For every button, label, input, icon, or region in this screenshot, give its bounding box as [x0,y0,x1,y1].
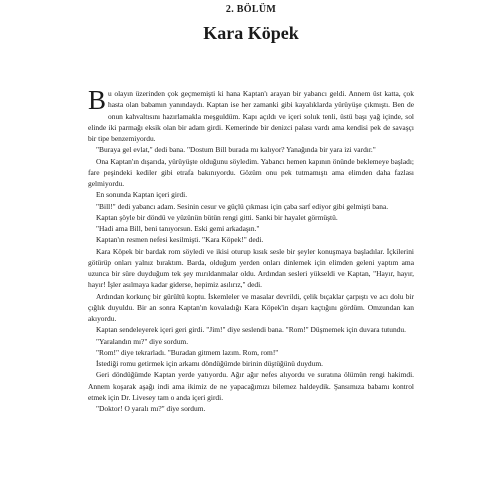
paragraph-16: "Doktor! O yaralı mı?" diye sordum. [96,404,206,413]
drop-cap: B [88,85,107,115]
paragraph-1-text: u olayın üzerinden çok geçmemişti ki hana Kaptan'ı arayan bir yabancı geldi. Annem üst katta, çok hasta olan babamın yanındaydı. Kaptan ise her zamanki gibi kayalıklarda yürüyüşe çıkmıştı. Ben de onun kahvaltısını hazırlamakla meşguldüm. Kapı açıldı ve içeri soluk tenli, üstü başı yağ içinde, sol elinde iki parmağı eksik olan bir adam girdi. Kemerinde bir denizci palası vardı ama kendisi pek de savaşçı bir tipe benzemiyordu. [88,89,414,143]
paragraph-4: En sonunda Kaptan içeri girdi. [96,190,188,200]
paragraph-8: Kaptan'ın resmen nefesi kesilmişti. "Kara Köpek!" dedi. [96,235,264,245]
paragraph-12: "Yaralandın mı?" diye sordum. [96,336,189,346]
paragraph-15: Geri döndüğümde Kaptan yerde yatıyordu. Ağır ağır nefes alıyordu ve suratına ölümün rengi hakimdi. Annem koşarak aşağı indi ama ikimiz de ne yapacağımızı bilemez haldeydik. Şansımıza babamı kontrol etmek için Dr. Livesey tam o anda içeri girdi. [88,370,414,402]
paragraph-7: "Hadi ama Bill, beni tanıyorsun. Eski gemi arkadaşın." [96,224,260,233]
paragraph-10: Ardından korkunç bir gürültü koptu. İskemleler ve masalar devrildi, çelik bıçaklar çarpıştı ve acı dolu bir çığlık duyuldu. Bir an sonra Kaptan'ın kovaladığı Kara Köpek'in dışarı kaçtığını gördüm. Omzundan kan akıyordu. [88,291,414,323]
paragraph-2: "Buraya gel evlat," dedi bana. "Dostum Bill burada mı kalıyor? Yanağında bir yara izi vardır." [96,145,376,155]
paragraph-6: Kaptan şöyle bir döndü ve yüzünün bütün rengi gitti. Sanki bir hayalet görmüştü. [96,212,338,222]
paragraph-5: "Bill!" dedi yabancı adam. Sesinin cesur ve güçlü çıkması için çaba sarf ediyor gibi gelmişti bana. [96,201,389,211]
paragraph-11: Kaptan sendeleyerek içeri geri girdi. "Jim!" diye seslendi bana. "Rom!" Düşmemek için duvara tutundu. [96,325,406,335]
book-page [0,4,500,504]
chapter-number: 2. BÖLÜM [225,4,277,15]
paragraph-1 [88,85,414,144]
chapter-body [88,85,414,414]
paragraph-9: Kara Köpek bir bardak rom söyledi ve ikisi oturup kısık sesle bir şeyler konuşmaya başladılar. İçkilerini götürüp onları yalnız bıraktım. Barda, olduğum yerden onları dinlemek için elimden geleni yaptım ama uzunca bir süre duyduğum tek şey mırıldanmalar oldu. Ardından sesleri yükseldi ve Kaptan, "Hayır, hayır, hayır! İşler asılmaya kadar giderse, hepimiz asılırız," dedi. [88,246,414,290]
paragraph-13: "Rom!" diye tekrarladı. "Buradan gitmem lazım. Rom, rom!" [96,347,279,357]
paragraph-3: Ona Kaptan'ın dışarıda, yürüyüşte olduğunu söyledim. Yabancı hemen kapının önünde beklemeye başladı; fare peşindeki kediler gibi etrafa bakınıyordu. Gözüm onu pek tutmamıştı ama elimden daha fazlası gelmiyordu. [88,156,414,188]
paragraph-14: İstediği romu getirmek için arkamı döndüğümde birinin düştüğünü duydum. [96,359,324,368]
chapter-title: Kara Köpek [203,23,299,43]
